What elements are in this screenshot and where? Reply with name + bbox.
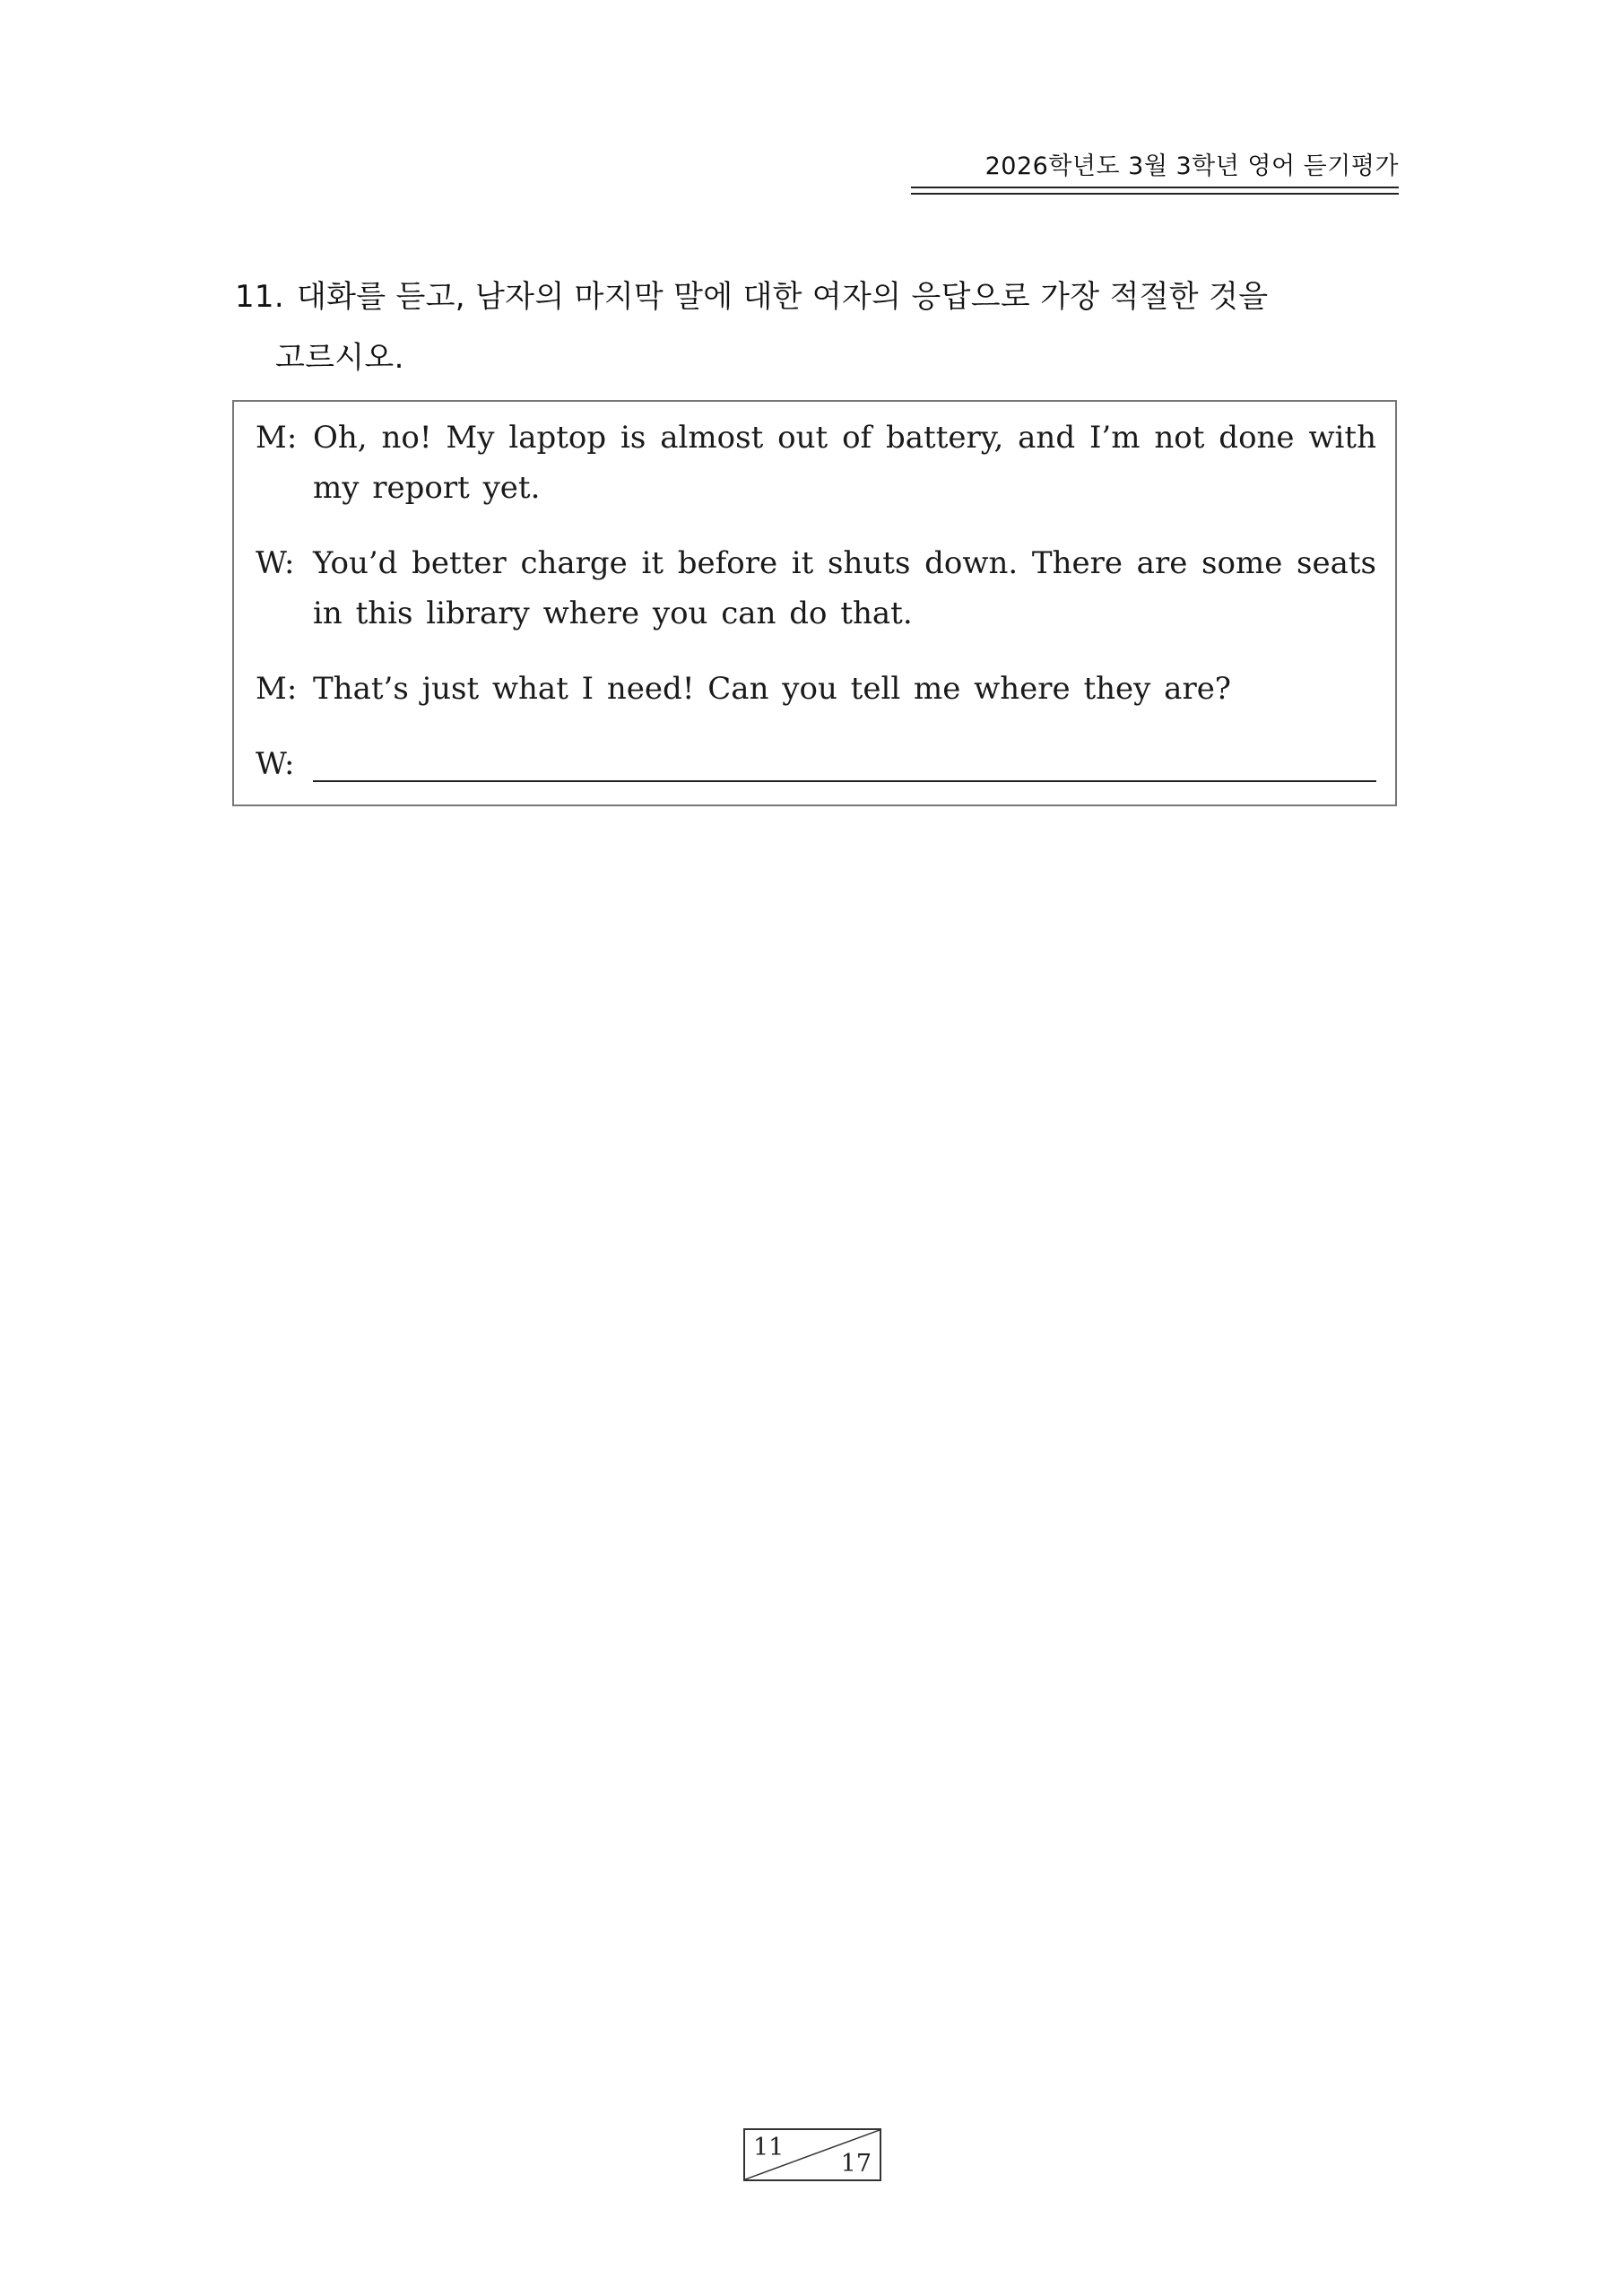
- speaker-label: W:: [256, 545, 295, 581]
- question-prompt-line-1: [235, 266, 1401, 327]
- dialogue-turn: [256, 538, 1376, 639]
- header-rule-top: [911, 187, 1399, 188]
- dialogue-text: Oh, no! My laptop is almost out of battery, and I’m not done with my report yet.: [313, 420, 1376, 506]
- dialogue-turn: [256, 664, 1376, 714]
- current-page: 11: [753, 2134, 785, 2161]
- speaker-label: M:: [256, 671, 298, 707]
- question-11: [235, 266, 1401, 388]
- speaker-label: M:: [256, 420, 298, 456]
- question-prompt-text: 대화를 듣고, 남자의 마지막 말에 대한 여자의 응답으로 가장 적절한 것을: [296, 279, 1269, 315]
- question-prompt-line-2: 고르시오.: [275, 340, 404, 376]
- page-number-box: [743, 2128, 881, 2181]
- header-rule-bottom: [911, 193, 1399, 195]
- speaker-label: W:: [256, 746, 295, 782]
- dialogue-text: You’d better charge it before it shuts down. There are some seats in this library where you can do that.: [313, 545, 1376, 631]
- exam-title: 2026학년도 3월 3학년 영어 듣기평가: [984, 152, 1399, 180]
- dialogue-box: [232, 400, 1397, 806]
- dialogue-text: That’s just what I need! Can you tell me where they are?: [313, 671, 1232, 707]
- dialogue-turn: [256, 413, 1376, 513]
- question-number: 11.: [235, 279, 284, 315]
- answer-blank-line: [313, 780, 1376, 782]
- total-pages: 17: [840, 2150, 872, 2178]
